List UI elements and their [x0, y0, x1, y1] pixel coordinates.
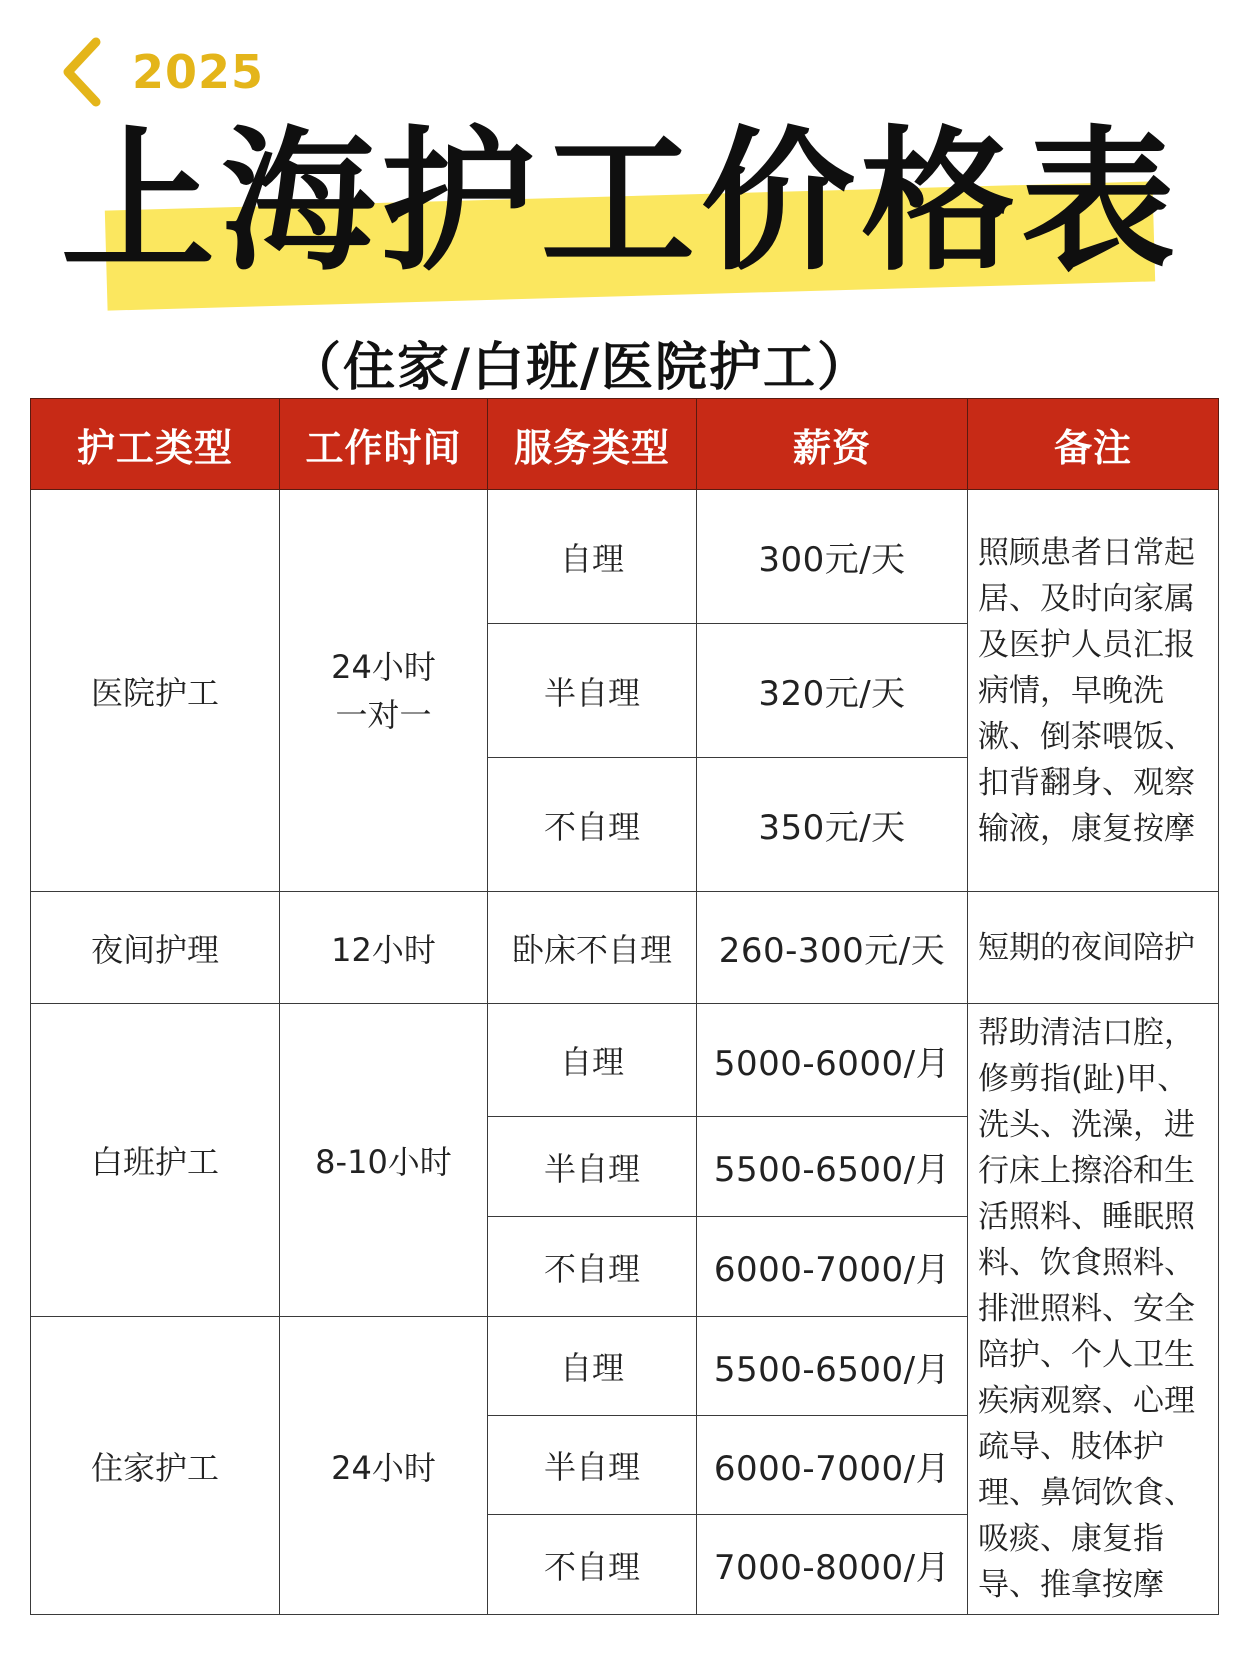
service-type-cell: 不自理	[488, 1217, 697, 1317]
salary-cell: 7000-8000/月	[697, 1515, 968, 1615]
service-type-cell: 自理	[488, 1004, 697, 1117]
work-time-cell	[280, 490, 488, 892]
service-type-cell: 半自理	[488, 624, 697, 758]
salary-cell: 260-300元/天	[697, 892, 968, 1004]
service-type-cell: 自理	[488, 1317, 697, 1416]
header-service-type: 服务类型	[488, 399, 697, 490]
salary-cell: 5500-6500/月	[697, 1117, 968, 1217]
salary-cell: 5000-6000/月	[697, 1004, 968, 1117]
note-cell: 帮助清洁口腔，修剪指(趾)甲、洗头、洗澡，进行床上擦浴和生活照料、睡眠照料、饮食照料、排泄照料、安全陪护、个人卫生疾病观察、心理疏导、肢体护理、鼻饲饮食、吸痰、康复指导、推拿按摩	[968, 1004, 1219, 1615]
service-type-cell: 自理	[488, 490, 697, 624]
salary-cell: 350元/天	[697, 758, 968, 892]
title-block	[0, 113, 1242, 303]
work-time-cell: 12小时	[280, 892, 488, 1004]
note-cell: 短期的夜间陪护	[968, 892, 1219, 1004]
header-work-time: 工作时间	[280, 399, 488, 490]
work-time-line: 一对一	[335, 695, 432, 734]
header-caregiver-type: 护工类型	[31, 399, 280, 490]
header-top-row	[60, 36, 264, 108]
salary-cell: 5500-6500/月	[697, 1317, 968, 1416]
table-row	[31, 490, 1219, 624]
chevron-left-icon[interactable]	[60, 36, 104, 108]
service-type-cell: 卧床不自理	[488, 892, 697, 1004]
work-time-cell: 24小时	[280, 1317, 488, 1615]
salary-cell: 6000-7000/月	[697, 1416, 968, 1515]
salary-cell: 320元/天	[697, 624, 968, 758]
page-subtitle: （住家/白班/医院护工）	[289, 338, 871, 398]
year-label: 2025	[132, 45, 265, 99]
service-type-cell: 半自理	[488, 1416, 697, 1515]
caregiver-type-cell: 白班护工	[31, 1004, 280, 1317]
price-table-wrap	[30, 398, 1219, 1615]
price-table	[30, 398, 1219, 1615]
work-time-cell: 8-10小时	[280, 1004, 488, 1317]
service-type-cell: 半自理	[488, 1117, 697, 1217]
table-row	[31, 1004, 1219, 1117]
caregiver-type-cell: 住家护工	[31, 1317, 280, 1615]
table-header-row	[31, 399, 1219, 490]
caregiver-type-cell: 医院护工	[31, 490, 280, 892]
service-type-cell: 不自理	[488, 1515, 697, 1615]
table-row	[31, 892, 1219, 1004]
header-notes: 备注	[968, 399, 1219, 490]
salary-cell: 6000-7000/月	[697, 1217, 968, 1317]
page-title: 上海护工价格表	[60, 113, 1181, 292]
salary-cell: 300元/天	[697, 490, 968, 624]
work-time-line: 24小时	[331, 647, 436, 686]
service-type-cell: 不自理	[488, 758, 697, 892]
note-cell: 照顾患者日常起居、及时向家属及医护人员汇报病情，早晚洗漱、倒茶喂饭、扣背翻身、观察输液，康复按摩	[968, 490, 1219, 892]
caregiver-type-cell: 夜间护理	[31, 892, 280, 1004]
header-salary: 薪资	[697, 399, 968, 490]
